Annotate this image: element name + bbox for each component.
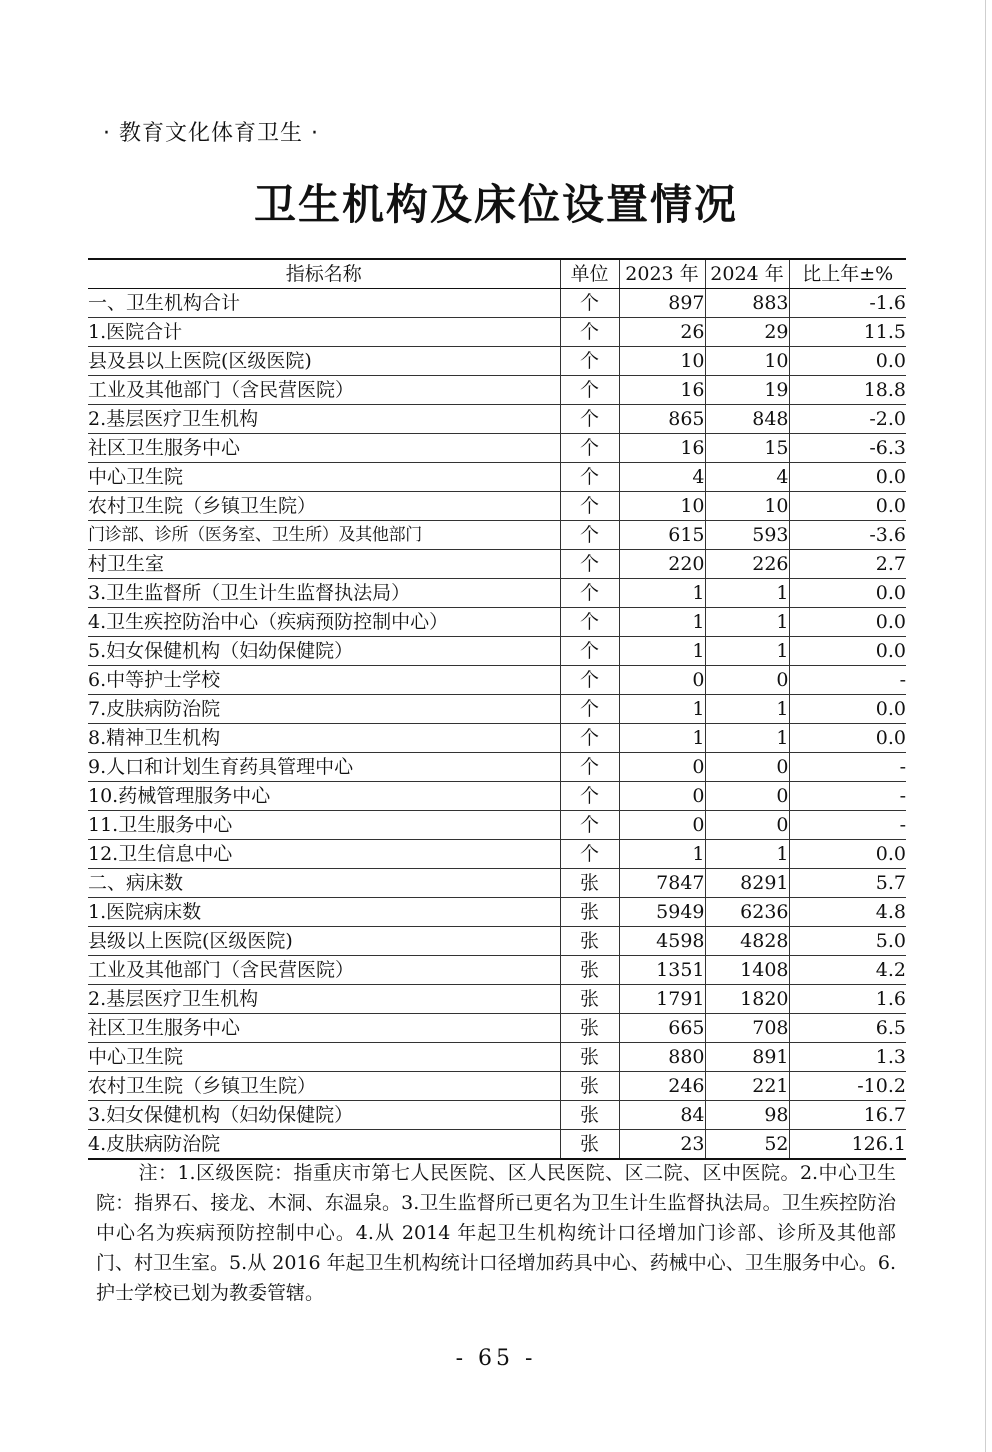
row-value-2024: 883: [705, 289, 789, 318]
row-value-2023: 1351: [619, 956, 705, 985]
row-unit: 张: [560, 898, 619, 927]
row-value-2024: 1: [705, 608, 789, 637]
row-name: 3.妇女保健机构（妇幼保健院）: [88, 1101, 560, 1130]
row-name: 4.卫生疾控防治中心（疾病预防控制中心）: [88, 608, 560, 637]
row-value-2023: 615: [619, 521, 705, 550]
row-unit: 个: [560, 811, 619, 840]
row-name: 7.皮肤病防治院: [88, 695, 560, 724]
row-unit: 个: [560, 463, 619, 492]
row-name: 中心卫生院: [88, 463, 560, 492]
row-value-2023: 246: [619, 1072, 705, 1101]
row-change: -1.6: [789, 289, 906, 318]
row-change: -: [789, 666, 906, 695]
row-change: 11.5: [789, 318, 906, 347]
row-unit: 个: [560, 318, 619, 347]
row-value-2024: 52: [705, 1130, 789, 1160]
table-note: [96, 1158, 896, 1308]
row-change: 16.7: [789, 1101, 906, 1130]
row-change: -: [789, 811, 906, 840]
row-value-2024: 6236: [705, 898, 789, 927]
statistics-table: [88, 258, 906, 1160]
row-name: 农村卫生院（乡镇卫生院）: [88, 1072, 560, 1101]
header-indicator-name: 指标名称: [88, 259, 560, 289]
row-change: 6.5: [789, 1014, 906, 1043]
table-row: [88, 347, 906, 376]
row-change: 0.0: [789, 724, 906, 753]
row-change: 0.0: [789, 608, 906, 637]
table-row: [88, 1130, 906, 1160]
section-header: · 教育文化体育卫生 ·: [103, 121, 319, 146]
row-value-2024: 1: [705, 840, 789, 869]
row-name: 9.人口和计划生育药具管理中心: [88, 753, 560, 782]
row-value-2023: 10: [619, 347, 705, 376]
row-change: 0.0: [789, 637, 906, 666]
row-value-2023: 23: [619, 1130, 705, 1160]
table-header-row: [88, 259, 906, 289]
row-name: 10.药械管理服务中心: [88, 782, 560, 811]
row-value-2024: 1: [705, 695, 789, 724]
row-value-2024: 29: [705, 318, 789, 347]
row-value-2024: 0: [705, 811, 789, 840]
row-value-2024: 10: [705, 347, 789, 376]
row-name: 2.基层医疗卫生机构: [88, 985, 560, 1014]
row-change: 5.0: [789, 927, 906, 956]
table-row: [88, 405, 906, 434]
row-change: 0.0: [789, 347, 906, 376]
table-row: [88, 985, 906, 1014]
row-change: 18.8: [789, 376, 906, 405]
row-value-2023: 1: [619, 608, 705, 637]
row-value-2023: 5949: [619, 898, 705, 927]
row-name: 2.基层医疗卫生机构: [88, 405, 560, 434]
row-unit: 个: [560, 724, 619, 753]
row-value-2024: 0: [705, 666, 789, 695]
row-value-2023: 26: [619, 318, 705, 347]
row-unit: 张: [560, 927, 619, 956]
table-row: [88, 434, 906, 463]
row-name: 1.医院病床数: [88, 898, 560, 927]
row-value-2024: 708: [705, 1014, 789, 1043]
row-unit: 张: [560, 869, 619, 898]
row-unit: 张: [560, 985, 619, 1014]
row-value-2023: 1791: [619, 985, 705, 1014]
row-value-2023: 10: [619, 492, 705, 521]
row-value-2024: 221: [705, 1072, 789, 1101]
row-name: 6.中等护士学校: [88, 666, 560, 695]
row-value-2024: 19: [705, 376, 789, 405]
row-unit: 个: [560, 637, 619, 666]
table-row: [88, 782, 906, 811]
row-change: 5.7: [789, 869, 906, 898]
row-unit: 个: [560, 666, 619, 695]
row-value-2023: 0: [619, 666, 705, 695]
row-name: 5.妇女保健机构（妇幼保健院）: [88, 637, 560, 666]
row-name: 12.卫生信息中心: [88, 840, 560, 869]
table-row: [88, 956, 906, 985]
row-name: 社区卫生服务中心: [88, 1014, 560, 1043]
table-body: [88, 289, 906, 1160]
row-change: 4.2: [789, 956, 906, 985]
row-value-2024: 1: [705, 579, 789, 608]
row-name: 门诊部、诊所（医务室、卫生所）及其他部门: [88, 521, 560, 550]
row-value-2024: 0: [705, 782, 789, 811]
row-change: 4.8: [789, 898, 906, 927]
note-text: 注：1.区级医院：指重庆市第七人民医院、区人民医院、区二院、区中医院。2.中心卫生院：指界石、接龙、木洞、东温泉。3.卫生监督所已更名为卫生计生监督执法局。卫生疾控防治中心名为疾病预防控制中心。4.从 2014 年起卫生机构统计口径增加门诊部、诊所及其他部门、村卫生室。5.从 2016 年起卫生机构统计口径增加药具中心、药械中心、卫生服务中心。6.护士学校已划为教委管辖。: [96, 1162, 896, 1304]
table-row: [88, 840, 906, 869]
row-value-2023: 16: [619, 376, 705, 405]
table-row: [88, 898, 906, 927]
row-unit: 个: [560, 579, 619, 608]
table-row: [88, 724, 906, 753]
table-row: [88, 492, 906, 521]
row-unit: 个: [560, 753, 619, 782]
row-unit: 个: [560, 695, 619, 724]
row-value-2024: 593: [705, 521, 789, 550]
row-value-2023: 84: [619, 1101, 705, 1130]
row-unit: 个: [560, 289, 619, 318]
row-value-2023: 0: [619, 782, 705, 811]
row-name: 3.卫生监督所（卫生计生监督执法局）: [88, 579, 560, 608]
row-change: 1.3: [789, 1043, 906, 1072]
row-name: 11.卫生服务中心: [88, 811, 560, 840]
row-unit: 个: [560, 782, 619, 811]
row-value-2024: 4: [705, 463, 789, 492]
row-name: 社区卫生服务中心: [88, 434, 560, 463]
row-change: 0.0: [789, 492, 906, 521]
row-unit: 个: [560, 405, 619, 434]
row-value-2024: 4828: [705, 927, 789, 956]
row-unit: 张: [560, 1072, 619, 1101]
row-change: 0.0: [789, 840, 906, 869]
row-value-2023: 1: [619, 637, 705, 666]
row-value-2024: 891: [705, 1043, 789, 1072]
table-row: [88, 1014, 906, 1043]
row-value-2023: 665: [619, 1014, 705, 1043]
row-value-2023: 0: [619, 753, 705, 782]
row-value-2023: 1: [619, 579, 705, 608]
row-unit: 张: [560, 1014, 619, 1043]
row-name: 工业及其他部门（含民营医院）: [88, 376, 560, 405]
row-value-2023: 220: [619, 550, 705, 579]
row-unit: 个: [560, 492, 619, 521]
table-row: [88, 927, 906, 956]
row-name: 县级以上医院(区级医院): [88, 927, 560, 956]
header-unit: 单位: [560, 259, 619, 289]
row-change: -: [789, 753, 906, 782]
row-value-2024: 226: [705, 550, 789, 579]
table-row: [88, 579, 906, 608]
row-name: 8.精神卫生机构: [88, 724, 560, 753]
table-row: [88, 550, 906, 579]
page-number: - 65 -: [455, 1346, 537, 1371]
row-change: 1.6: [789, 985, 906, 1014]
table-row: [88, 463, 906, 492]
row-value-2024: 1: [705, 637, 789, 666]
table-row: [88, 1101, 906, 1130]
row-unit: 个: [560, 521, 619, 550]
row-name: 一、卫生机构合计: [88, 289, 560, 318]
table-row: [88, 753, 906, 782]
table-row: [88, 1072, 906, 1101]
row-change: 0.0: [789, 695, 906, 724]
row-change: 126.1: [789, 1130, 906, 1160]
row-value-2024: 98: [705, 1101, 789, 1130]
row-value-2024: 8291: [705, 869, 789, 898]
row-name: 二、病床数: [88, 869, 560, 898]
row-value-2023: 880: [619, 1043, 705, 1072]
table-row: [88, 695, 906, 724]
row-unit: 个: [560, 550, 619, 579]
header-change-percent: 比上年±%: [789, 259, 906, 289]
row-value-2023: 16: [619, 434, 705, 463]
row-unit: 张: [560, 1130, 619, 1160]
row-name: 工业及其他部门（含民营医院）: [88, 956, 560, 985]
header-year-2024: 2024 年: [705, 259, 789, 289]
row-name: 县及县以上医院(区级医院): [88, 347, 560, 376]
table-row: [88, 608, 906, 637]
row-change: -10.2: [789, 1072, 906, 1101]
row-name: 4.皮肤病防治院: [88, 1130, 560, 1160]
row-name: 村卫生室: [88, 550, 560, 579]
row-unit: 张: [560, 1043, 619, 1072]
row-value-2023: 897: [619, 289, 705, 318]
row-value-2023: 4: [619, 463, 705, 492]
row-value-2023: 0: [619, 811, 705, 840]
row-value-2023: 1: [619, 724, 705, 753]
row-value-2024: 1: [705, 724, 789, 753]
row-unit: 个: [560, 840, 619, 869]
table-row: [88, 637, 906, 666]
row-value-2024: 10: [705, 492, 789, 521]
table-row: [88, 1043, 906, 1072]
row-value-2024: 0: [705, 753, 789, 782]
row-change: 0.0: [789, 463, 906, 492]
row-change: 2.7: [789, 550, 906, 579]
row-value-2023: 7847: [619, 869, 705, 898]
table-row: [88, 811, 906, 840]
row-value-2023: 1: [619, 840, 705, 869]
row-value-2024: 1820: [705, 985, 789, 1014]
page-title: 卫生机构及床位设置情况: [253, 180, 738, 229]
header-year-2023: 2023 年: [619, 259, 705, 289]
row-value-2023: 4598: [619, 927, 705, 956]
row-change: -3.6: [789, 521, 906, 550]
row-unit: 个: [560, 347, 619, 376]
row-name: 1.医院合计: [88, 318, 560, 347]
row-unit: 个: [560, 608, 619, 637]
row-change: -: [789, 782, 906, 811]
row-value-2024: 848: [705, 405, 789, 434]
table-row: [88, 666, 906, 695]
row-change: -6.3: [789, 434, 906, 463]
row-name: 中心卫生院: [88, 1043, 560, 1072]
row-value-2024: 1408: [705, 956, 789, 985]
row-unit: 个: [560, 434, 619, 463]
row-change: -2.0: [789, 405, 906, 434]
table-row: [88, 318, 906, 347]
table-row: [88, 869, 906, 898]
row-value-2023: 865: [619, 405, 705, 434]
row-change: 0.0: [789, 579, 906, 608]
row-unit: 张: [560, 956, 619, 985]
table-row: [88, 289, 906, 318]
row-name: 农村卫生院（乡镇卫生院）: [88, 492, 560, 521]
table-row: [88, 376, 906, 405]
row-unit: 张: [560, 1101, 619, 1130]
row-value-2024: 15: [705, 434, 789, 463]
row-value-2023: 1: [619, 695, 705, 724]
table-row: [88, 521, 906, 550]
row-unit: 个: [560, 376, 619, 405]
